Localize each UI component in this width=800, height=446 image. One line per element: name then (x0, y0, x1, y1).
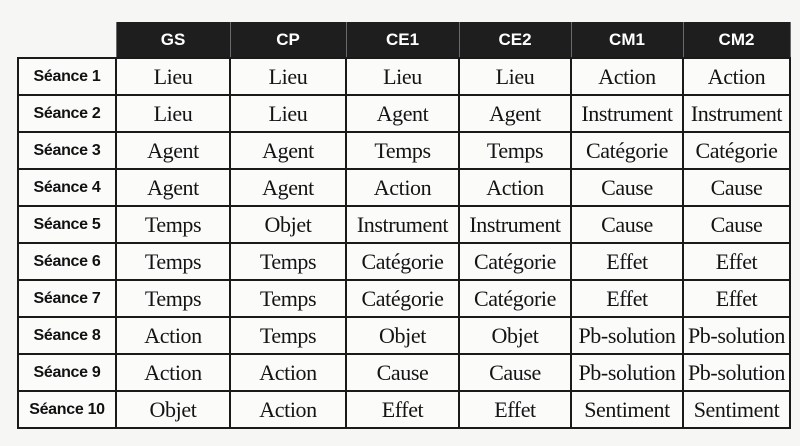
column-header-ce1: CE1 (346, 22, 459, 58)
table-cell: Catégorie (571, 132, 683, 169)
table-cell: Agent (346, 95, 459, 132)
table-cell: Catégorie (459, 243, 571, 280)
session-label: Séance 7 (18, 280, 116, 317)
table-row (18, 58, 790, 95)
table-cell: Instrument (571, 95, 683, 132)
table-cell: Temps (230, 280, 346, 317)
table-cell: Catégorie (459, 280, 571, 317)
table-cell: Objet (346, 317, 459, 354)
table-cell: Temps (116, 206, 230, 243)
table-cell: Instrument (459, 206, 571, 243)
table-cell: Temps (230, 243, 346, 280)
table-row (18, 95, 790, 132)
table-cell: Objet (230, 206, 346, 243)
table-cell: Temps (230, 317, 346, 354)
table-cell: Agent (116, 169, 230, 206)
table-cell: Objet (116, 391, 230, 428)
table-cell: Action (230, 354, 346, 391)
table-cell: Agent (230, 169, 346, 206)
table-cell: Cause (459, 354, 571, 391)
column-header-cp: CP (230, 22, 346, 58)
table-cell: Effet (571, 243, 683, 280)
table-cell: Objet (459, 317, 571, 354)
table-cell: Action (459, 169, 571, 206)
header-row (18, 22, 790, 58)
table-cell: Lieu (116, 95, 230, 132)
table-cell: Cause (571, 169, 683, 206)
column-header-cm2: CM2 (683, 22, 790, 58)
table-cell: Action (116, 317, 230, 354)
table-row (18, 391, 790, 428)
table-cell: Agent (116, 132, 230, 169)
table-cell: Action (571, 58, 683, 95)
table-cell: Temps (116, 243, 230, 280)
table-cell: Catégorie (346, 280, 459, 317)
table-cell: Pb-solution (683, 354, 790, 391)
session-label: Séance 4 (18, 169, 116, 206)
table-cell: Lieu (116, 58, 230, 95)
table-cell: Effet (459, 391, 571, 428)
table-cell: Action (116, 354, 230, 391)
column-header-ce2: CE2 (459, 22, 571, 58)
table-cell: Lieu (230, 95, 346, 132)
table-cell: Catégorie (683, 132, 790, 169)
table-cell: Effet (346, 391, 459, 428)
session-label: Séance 8 (18, 317, 116, 354)
column-header-cm1: CM1 (571, 22, 683, 58)
session-label: Séance 6 (18, 243, 116, 280)
table-cell: Agent (230, 132, 346, 169)
table-cell: Action (230, 391, 346, 428)
table-cell: Effet (683, 280, 790, 317)
table-row (18, 206, 790, 243)
table-cell: Action (683, 58, 790, 95)
table-cell: Instrument (346, 206, 459, 243)
table-cell: Temps (459, 132, 571, 169)
table-cell: Agent (459, 95, 571, 132)
session-label: Séance 9 (18, 354, 116, 391)
table-row (18, 354, 790, 391)
table-cell: Temps (116, 280, 230, 317)
session-table (17, 22, 791, 429)
table-cell: Lieu (346, 58, 459, 95)
table-row (18, 169, 790, 206)
table-cell: Pb-solution (571, 354, 683, 391)
session-label: Séance 3 (18, 132, 116, 169)
session-label: Séance 1 (18, 58, 116, 95)
table-cell: Cause (683, 206, 790, 243)
table-cell: Sentiment (571, 391, 683, 428)
table-row (18, 317, 790, 354)
table-cell: Sentiment (683, 391, 790, 428)
table-cell: Cause (683, 169, 790, 206)
session-label: Séance 2 (18, 95, 116, 132)
table-cell: Catégorie (346, 243, 459, 280)
table-row (18, 280, 790, 317)
table-cell: Cause (346, 354, 459, 391)
table-row (18, 132, 790, 169)
table-cell: Effet (683, 243, 790, 280)
table-cell: Cause (571, 206, 683, 243)
column-header-gs: GS (116, 22, 230, 58)
table-cell: Lieu (459, 58, 571, 95)
session-label: Séance 5 (18, 206, 116, 243)
table-cell: Lieu (230, 58, 346, 95)
table-cell: Action (346, 169, 459, 206)
session-label: Séance 10 (18, 391, 116, 428)
table-cell: Pb-solution (683, 317, 790, 354)
table-cell: Temps (346, 132, 459, 169)
corner-cell (18, 22, 116, 58)
table-cell: Effet (571, 280, 683, 317)
table-cell: Instrument (683, 95, 790, 132)
table-cell: Pb-solution (571, 317, 683, 354)
table-row (18, 243, 790, 280)
